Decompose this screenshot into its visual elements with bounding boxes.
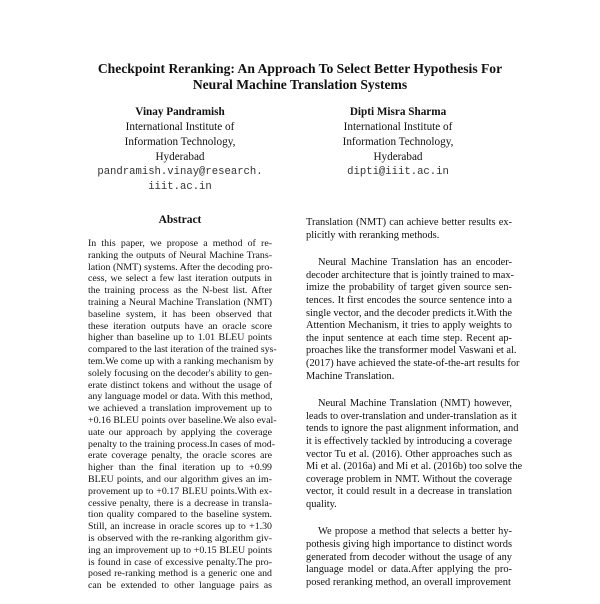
paragraph-line: generated from decoder without the usage of any <box>306 551 512 563</box>
abstract-line: tion quality compared to the baseline system. <box>88 509 272 521</box>
paragraph-line: Neural Machine Translation has an encoder- <box>318 257 512 269</box>
paragraph <box>306 398 523 511</box>
author-affiliation: Hyderabad <box>155 151 205 163</box>
paragraph-line: decoder architecture that is jointly trained to max- <box>306 269 515 281</box>
abstract-line: higher than the final iteration up to +0.99 <box>88 462 272 474</box>
abstract-line: uate our approach by applying the coverage <box>88 426 272 438</box>
author-affiliation: Information Technology, <box>124 136 236 148</box>
abstract-heading: Abstract <box>158 214 202 226</box>
paragraph-line: pothesis giving high importance to distinct words <box>306 539 512 551</box>
paragraph-line: quality. <box>306 498 337 510</box>
abstract-line: training a Neural Machine Translation (NMT) <box>88 296 272 308</box>
abstract-line: lation (NMT) systems. After the decoding pro- <box>88 261 273 273</box>
paragraph-line: (2017) have achieved the state-of-the-art results for <box>306 357 520 369</box>
paragraph-line: plicitly with reranking methods. <box>306 229 440 241</box>
abstract-line: tem.We come up with a ranking mechanism by <box>88 355 274 367</box>
paragraph <box>306 217 512 242</box>
paragraph-line: vector, it could result in a decrease in translation <box>306 486 512 498</box>
abstract-line: compared to the last iteration of the trained sys- <box>88 344 277 356</box>
paragraph-line: proaches like the transformer model Vaswani et al. <box>306 345 517 357</box>
abstract-line: penalty to the training process.In cases of mod- <box>88 438 276 450</box>
author-name: Dipti Misra Sharma <box>349 106 447 118</box>
paragraph-line: imize the probability of target given source sen- <box>306 282 512 294</box>
abstract-line: can be extended to other language pairs as <box>88 580 272 592</box>
abstract-line: posed re-ranking method is a generic one and <box>88 568 272 580</box>
abstract-line: erate distinct tokens and without the usage of <box>88 379 272 391</box>
abstract-line: In this paper, we propose a method of re- <box>88 238 272 249</box>
abstract-line: ranking the outputs of Neural Machine Trans- <box>88 249 272 261</box>
abstract-line: is found in case of excessive penalty.The pro- <box>88 556 272 568</box>
paragraph <box>306 257 520 383</box>
author-affiliation: International Institute of <box>125 121 235 133</box>
abstract-line: is observed with the re-ranking algorithm giv- <box>88 532 272 544</box>
abstract-line: provement up to +0.17 BLEU points.With ex- <box>88 485 272 497</box>
paragraph-line: vector Tu et al. (2016). Other approaches such as <box>306 448 512 460</box>
author-email: pandramish.vinay@research. <box>97 166 263 178</box>
paragraph-line: tences. It first encodes the source sentence into a <box>306 294 512 306</box>
abstract-body <box>88 238 277 592</box>
paragraph <box>306 526 512 589</box>
author-email: dipti@iiit.ac.in <box>347 166 449 178</box>
abstract-line: baseline system, it has been observed that <box>88 308 272 320</box>
author-affiliation: Information Technology, <box>342 136 454 148</box>
abstract-line: we achieved a translation improvement up to <box>88 403 272 415</box>
paragraph-line: language model or data.After applying the pro- <box>306 564 512 576</box>
paragraph-line: We propose a method that selects a better hy- <box>318 526 512 538</box>
paragraph-line: Machine Translation. <box>306 370 395 382</box>
author-affiliation: Hyderabad <box>373 151 423 163</box>
abstract-line: these iteration outputs have an oracle score <box>88 320 272 332</box>
abstract-line: solely focusing on the decoder's ability to gen- <box>88 367 273 379</box>
author-block-2 <box>288 105 508 180</box>
paragraph-line: coverage problem in NMT. Without the coverage <box>306 473 512 485</box>
paragraph-line: posed reranking method, an overall improvement <box>306 576 511 588</box>
abstract-line: cessive penalty, there is a decrease in transla- <box>88 497 272 509</box>
paragraph-line: single vector, and the decoder predicts it.With the <box>306 307 513 319</box>
abstract-line: Still, an increase in oracle scores up to +1.30 <box>88 521 272 533</box>
abstract-line: erate coverage penalty, the oracle scores are <box>88 450 272 462</box>
author-email: iiit.ac.in <box>148 181 212 193</box>
author-block-1 <box>70 105 290 195</box>
abstract-line: any language model or data. With this method, <box>88 391 273 403</box>
paragraph-line: Neural Machine Translation (NMT) however, <box>318 398 512 410</box>
paragraph-line: leads to over-translation and under-translation as it <box>306 410 517 422</box>
paragraph-line: tends to ignore the past alignment information, and <box>306 423 519 435</box>
abstract-line: ing an improvement up to +0.15 BLEU points <box>88 544 272 556</box>
abstract-line: the training process as the N-best list. After <box>88 285 272 297</box>
abstract-line: cess, we select a few last iteration outputs in <box>88 273 272 285</box>
paper-title-line-2: Neural Machine Translation Systems <box>192 77 408 92</box>
abstract-line: +0.16 BLEU points over baseline.We also eval- <box>88 414 277 426</box>
paper-title-line-1: Checkpoint Reranking: An Approach To Select Better Hypothesis For <box>97 61 503 76</box>
paragraph-line: it is effectively tackled by introducing a coverage <box>306 435 512 447</box>
abstract-line: higher than baseline up to 1.01 BLEU points <box>88 332 272 344</box>
paragraph-line: Attention Mechanism, it tries to apply weights to <box>306 320 512 332</box>
author-name: Vinay Pandramish <box>135 106 225 118</box>
author-affiliation: International Institute of <box>343 121 453 133</box>
right-column-body <box>306 217 523 604</box>
paragraph-line: Translation (NMT) can achieve better results ex- <box>306 217 512 228</box>
paragraph-line: the input sentence at each time step. Recent ap- <box>306 332 512 344</box>
abstract-line: BLEU points, and our algorithm gives an im- <box>88 473 272 485</box>
paragraph-line: Mi et al. (2016a) and Mi et al. (2016b) too solve the <box>306 461 523 473</box>
